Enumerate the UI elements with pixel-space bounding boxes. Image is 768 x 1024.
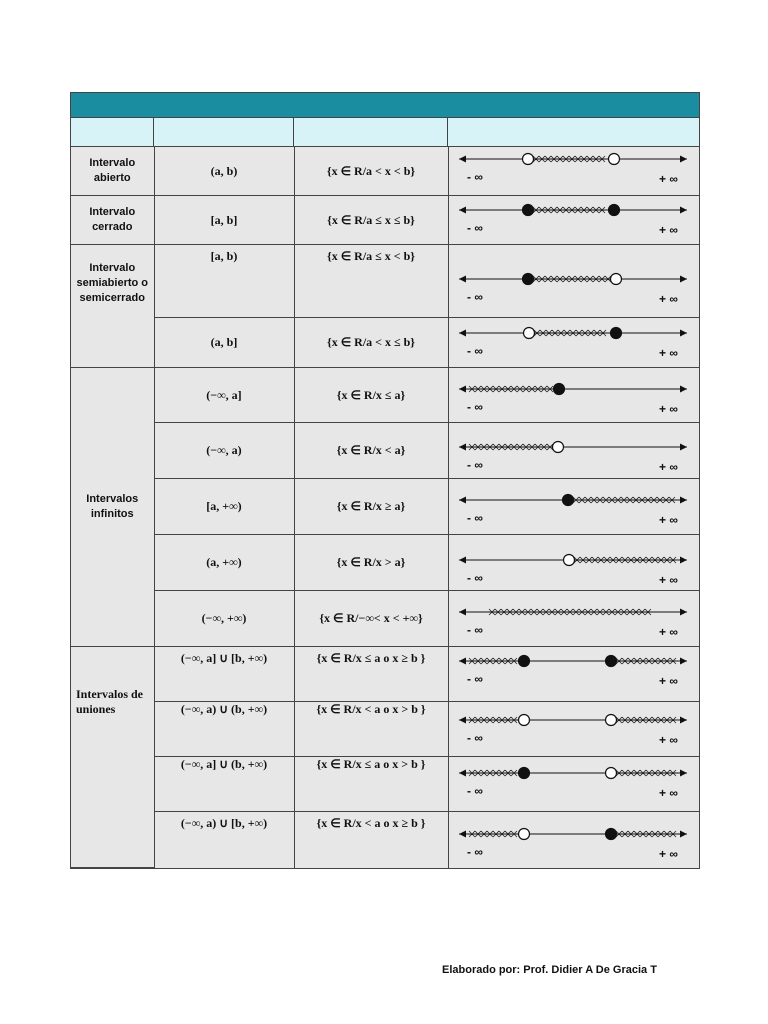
right-arrow — [680, 207, 687, 214]
pos-infinity-label: + ∞ — [658, 402, 678, 416]
closed-endpoint — [518, 768, 529, 779]
left-arrow — [459, 386, 466, 393]
right-arrow — [680, 717, 687, 724]
set-notation: {x ∈ R/x < a} — [294, 423, 448, 479]
neg-infinity-label: - ∞ — [466, 510, 483, 525]
left-arrow — [459, 658, 466, 665]
category-open: Intervalo abierto — [71, 147, 154, 196]
right-arrow — [680, 329, 687, 336]
open-endpoint — [523, 327, 534, 338]
pos-infinity-label: + ∞ — [658, 786, 678, 800]
neg-infinity-label: - ∞ — [466, 844, 483, 859]
right-arrow — [680, 556, 687, 563]
number-line — [449, 483, 699, 531]
left-arrow — [459, 156, 466, 163]
pos-infinity-label: + ∞ — [658, 512, 678, 527]
open-endpoint — [610, 274, 621, 285]
table-header-row — [71, 118, 699, 147]
pos-infinity-label: + ∞ — [658, 172, 678, 186]
number-line — [449, 257, 699, 305]
set-notation: {x ∈ R/−∞< x < +∞} — [294, 591, 448, 647]
left-arrow — [459, 276, 466, 283]
left-arrow — [459, 329, 466, 336]
open-endpoint — [552, 441, 563, 452]
open-endpoint — [518, 828, 529, 839]
left-arrow — [459, 556, 466, 563]
neg-infinity-label: - ∞ — [466, 731, 483, 745]
set-notation: {x ∈ R/x < a o x ≥ b } — [294, 812, 448, 868]
number-line — [449, 371, 699, 419]
open-endpoint — [605, 715, 616, 726]
pos-infinity-label: + ∞ — [658, 674, 678, 688]
interval-notation: (−∞, a) — [154, 423, 294, 479]
set-notation: {x ∈ R/a ≤ x < b} — [294, 245, 448, 318]
interval-notation: (−∞, a] ∪ (b, +∞) — [154, 757, 294, 812]
right-arrow — [680, 496, 687, 503]
table-title-bar — [71, 93, 699, 118]
neg-infinity-label: - ∞ — [466, 457, 483, 472]
right-arrow — [680, 386, 687, 393]
left-arrow — [459, 608, 466, 615]
neg-infinity-label: - ∞ — [466, 570, 483, 585]
number-line — [449, 319, 699, 367]
pos-infinity-label: + ∞ — [658, 459, 678, 474]
interval-notation: [a, b] — [154, 196, 294, 245]
closed-endpoint — [553, 384, 564, 395]
interval-notation: (a, b] — [154, 318, 294, 368]
neg-infinity-label: - ∞ — [466, 290, 483, 304]
closed-endpoint — [605, 828, 616, 839]
pos-infinity-label: + ∞ — [658, 572, 678, 587]
interval-notation: (−∞, a] ∪ [b, +∞) — [154, 647, 294, 702]
neg-infinity-label: - ∞ — [466, 784, 483, 798]
open-endpoint — [563, 554, 574, 565]
set-notation: {x ∈ R/x ≤ a} — [294, 368, 448, 423]
intervals-table — [70, 92, 700, 869]
left-arrow — [459, 717, 466, 724]
right-arrow — [680, 276, 687, 283]
set-notation: {x ∈ R/x ≤ a o x ≥ b } — [294, 647, 448, 702]
right-arrow — [680, 770, 687, 777]
neg-infinity-label: - ∞ — [466, 221, 483, 235]
set-notation: {x ∈ R/x ≤ a o x > b } — [294, 757, 448, 812]
category-unions: Intervalos de uniones — [71, 647, 154, 868]
author-credit: Elaborado por: Prof. Didier A De Gracia T — [442, 964, 657, 976]
number-line — [449, 760, 699, 808]
neg-infinity-label: - ∞ — [466, 672, 483, 686]
right-arrow — [680, 658, 687, 665]
number-line — [449, 816, 699, 864]
set-notation: {x ∈ R/a < x ≤ b} — [294, 318, 448, 368]
neg-infinity-label: - ∞ — [466, 343, 483, 358]
interval-notation: (−∞, a) ∪ [b, +∞) — [154, 812, 294, 868]
category-infinite: Intervalos infinitos — [71, 368, 154, 647]
open-endpoint — [605, 768, 616, 779]
open-endpoint — [518, 715, 529, 726]
number-line — [449, 147, 699, 195]
pos-infinity-label: + ∞ — [658, 624, 678, 639]
interval-notation: (−∞, a) ∪ (b, +∞) — [154, 702, 294, 757]
neg-infinity-label: - ∞ — [466, 622, 483, 637]
category-closed: Intervalo cerrado — [71, 196, 154, 245]
neg-infinity-label: - ∞ — [466, 400, 483, 414]
set-notation: {x ∈ R/x ≥ a} — [294, 479, 448, 535]
number-line — [449, 705, 699, 753]
number-line — [449, 595, 699, 643]
left-arrow — [459, 443, 466, 450]
number-line — [449, 539, 699, 587]
right-arrow — [680, 608, 687, 615]
closed-endpoint — [518, 656, 529, 667]
set-notation: {x ∈ R/x > a} — [294, 535, 448, 591]
category-half-open: Intervalo semiabierto o semicerrado — [71, 245, 154, 368]
hatch-pattern — [574, 557, 676, 563]
set-notation: {x ∈ R/a ≤ x ≤ b} — [294, 196, 448, 245]
number-line — [449, 650, 699, 698]
set-notation: {x ∈ R/x < a o x > b } — [294, 702, 448, 757]
pos-infinity-label: + ∞ — [658, 846, 678, 861]
left-arrow — [459, 496, 466, 503]
interval-notation: (a, +∞) — [154, 535, 294, 591]
number-line — [449, 196, 699, 244]
closed-endpoint — [562, 494, 573, 505]
pos-infinity-label: + ∞ — [658, 733, 678, 747]
interval-notation: [a, +∞) — [154, 479, 294, 535]
left-arrow — [459, 770, 466, 777]
right-arrow — [680, 443, 687, 450]
left-arrow — [459, 830, 466, 837]
pos-infinity-label: + ∞ — [658, 223, 678, 237]
interval-notation: (−∞, +∞) — [154, 591, 294, 647]
number-line — [449, 427, 699, 475]
open-endpoint — [522, 154, 533, 165]
right-arrow — [680, 156, 687, 163]
closed-endpoint — [605, 656, 616, 667]
closed-endpoint — [610, 327, 621, 338]
interval-notation: (−∞, a] — [154, 368, 294, 423]
closed-endpoint — [522, 274, 533, 285]
hatch-pattern — [573, 497, 675, 503]
interval-notation: [a, b) — [154, 245, 294, 318]
pos-infinity-label: + ∞ — [658, 292, 678, 305]
set-notation: {x ∈ R/a < x < b} — [294, 147, 448, 196]
right-arrow — [680, 830, 687, 837]
closed-endpoint — [522, 205, 533, 216]
neg-infinity-label: - ∞ — [466, 170, 483, 184]
closed-endpoint — [608, 205, 619, 216]
left-arrow — [459, 207, 466, 214]
open-endpoint — [608, 154, 619, 165]
pos-infinity-label: + ∞ — [658, 345, 678, 360]
interval-notation: (a, b) — [154, 147, 294, 196]
